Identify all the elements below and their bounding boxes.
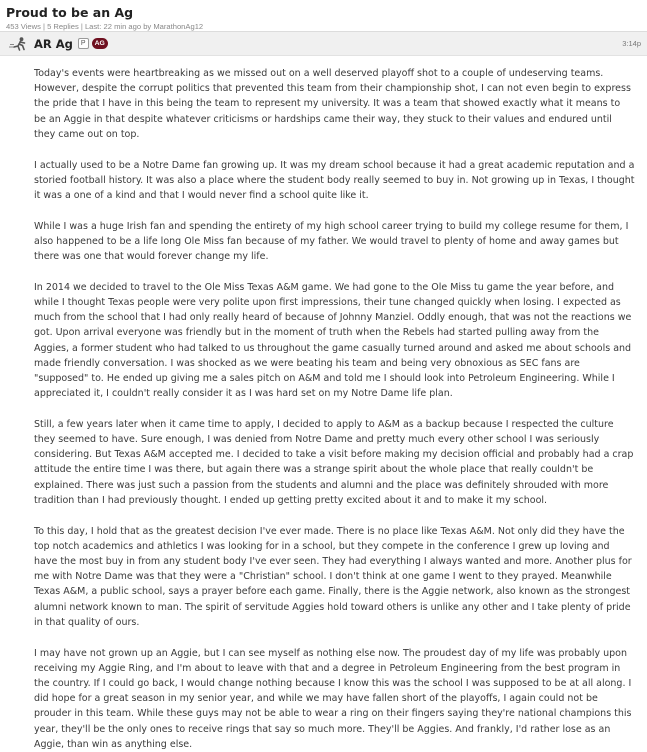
post-paragraph: I actually used to be a Notre Dame fan growing up. It was my dream school because it had a great academic reputation and a storied football history. It was also a place where the student body really seemed to buy in. Not growing up in Texas, I thought it was a one of a kind and that I would never find a school quite like it. bbox=[34, 159, 635, 201]
post-time[interactable]: 3:14p bbox=[622, 39, 641, 48]
post-header bbox=[0, 32, 647, 56]
thread-meta: 453 Views | 5 Replies | Last: 22 min ago by MarathonAg12 bbox=[6, 22, 204, 31]
thread-title: Proud to be an Ag bbox=[6, 5, 134, 20]
post-author[interactable]: AR Ag bbox=[34, 36, 73, 51]
post-paragraph: Still, a few years later when it came time to apply, I decided to apply to A&M as a backup because I respected the culture they seemed to have. Sure enough, I was denied from Notre Dame and pretty much every other school I was seriously considering. But Texas A&M accepted me. I decided to take a visit before making my decision official and probably had a crap attitude the entire time I was there, but again there was a strange spirit about the whole place that really couldn't be explained. There was just such a passion from the students and alumni and the place was definitely shrouded with more tradition than I had previously thought. I ended up getting pretty excited about it and to make it my school. bbox=[34, 418, 634, 506]
post-paragraph: In 2014 we decided to travel to the Ole Miss Texas A&M game. We had gone to the Ole Miss tu game the year before, and while I thought Texas people were very polite upon first impressions, their tune changed quickly when losing. I expected as much from the school that I had only really heard of because of Johnny Manziel. Oddly enough, that was not the reactions we got. Upon arrival everyone was friendly but in the moment of truth when the Rebels had started pulling away from the Aggies, a former student who had talked to us throughout the game casually turned around and asked me about schools and made friendly conversation. I was shocked as we were beating his team and being very obnoxious as SEC fans are "supposed" to. He ended up giving me a sales pitch on A&M and told me I should look into Petroleum Engineering. While I appreciated it, I couldn't really consider it as I was hard set on my Notre Dame life plan. bbox=[34, 281, 632, 400]
post-body bbox=[0, 56, 647, 752]
post-paragraph: I may have not grown up an Aggie, but I can see myself as nothing else now. The proudest day of my life was probably upon receiving my Aggie Ring, and I'm about to leave with that and a degree in Petroleum Engineering from the best program in the country. If I could go back, I would change nothing because I know this was the school I was supposed to be at all along. I did hope for a great season in my senior year, and while we may have fallen short of the playoffs, I again could not be prouder in this team. While these guys may not be able to wear a ring on their fingers saying they're national champions this year, they'll be the only ones to receive rings that say so much more. They'll be Aggies. And frankly, I'd rather lose as an Aggie, than win as anything else. bbox=[34, 647, 632, 750]
post-paragraph: To this day, I hold that as the greatest decision I've ever made. There is no place like Texas A&M. Not only did they have the top notch academics and athletics I was looking for in a school, but they compete in the conference I grew up loving and have the most buy in from any student body I've ever seen. They had everything I always wanted and more. Another plus for me with Notre Dame was that they were a "Christian" school. I don't think at one game I went to they prayed. Meanwhile Texas A&M, a public school, says a prayer before each game. Finally, there is the Aggie network, also known as the strongest alumni network known to man. The spirit of servitude Aggies hold toward others is unlike any other and I take plenty of pride in that quality of ours. bbox=[34, 525, 632, 628]
thread-header bbox=[0, 0, 647, 32]
premium-badge: P bbox=[78, 38, 89, 49]
ag-badge: AG bbox=[92, 38, 108, 49]
post-paragraph: While I was a huge Irish fan and spending the entirety of my high school career trying to build my college resume for them, I also happened to be a life long Ole Miss fan because of my father. We would travel to plenty of home and away games but there was one that would forever change my life. bbox=[34, 220, 629, 263]
running-man-icon[interactable] bbox=[9, 37, 29, 51]
post-paragraph: Today's events were heartbreaking as we missed out on a well deserved playoff shot to a couple of undeserving teams. However, despite the corrupt politics that prevented this team from their championship shot, I can not even begin to express the pride that I have in this being the team to represent my university. It was a team that showed exactly what it means to be an Aggie in that despite whatever criticisms or hardships came their way, they stuck to their values and endured until they came out on top. bbox=[34, 68, 631, 140]
